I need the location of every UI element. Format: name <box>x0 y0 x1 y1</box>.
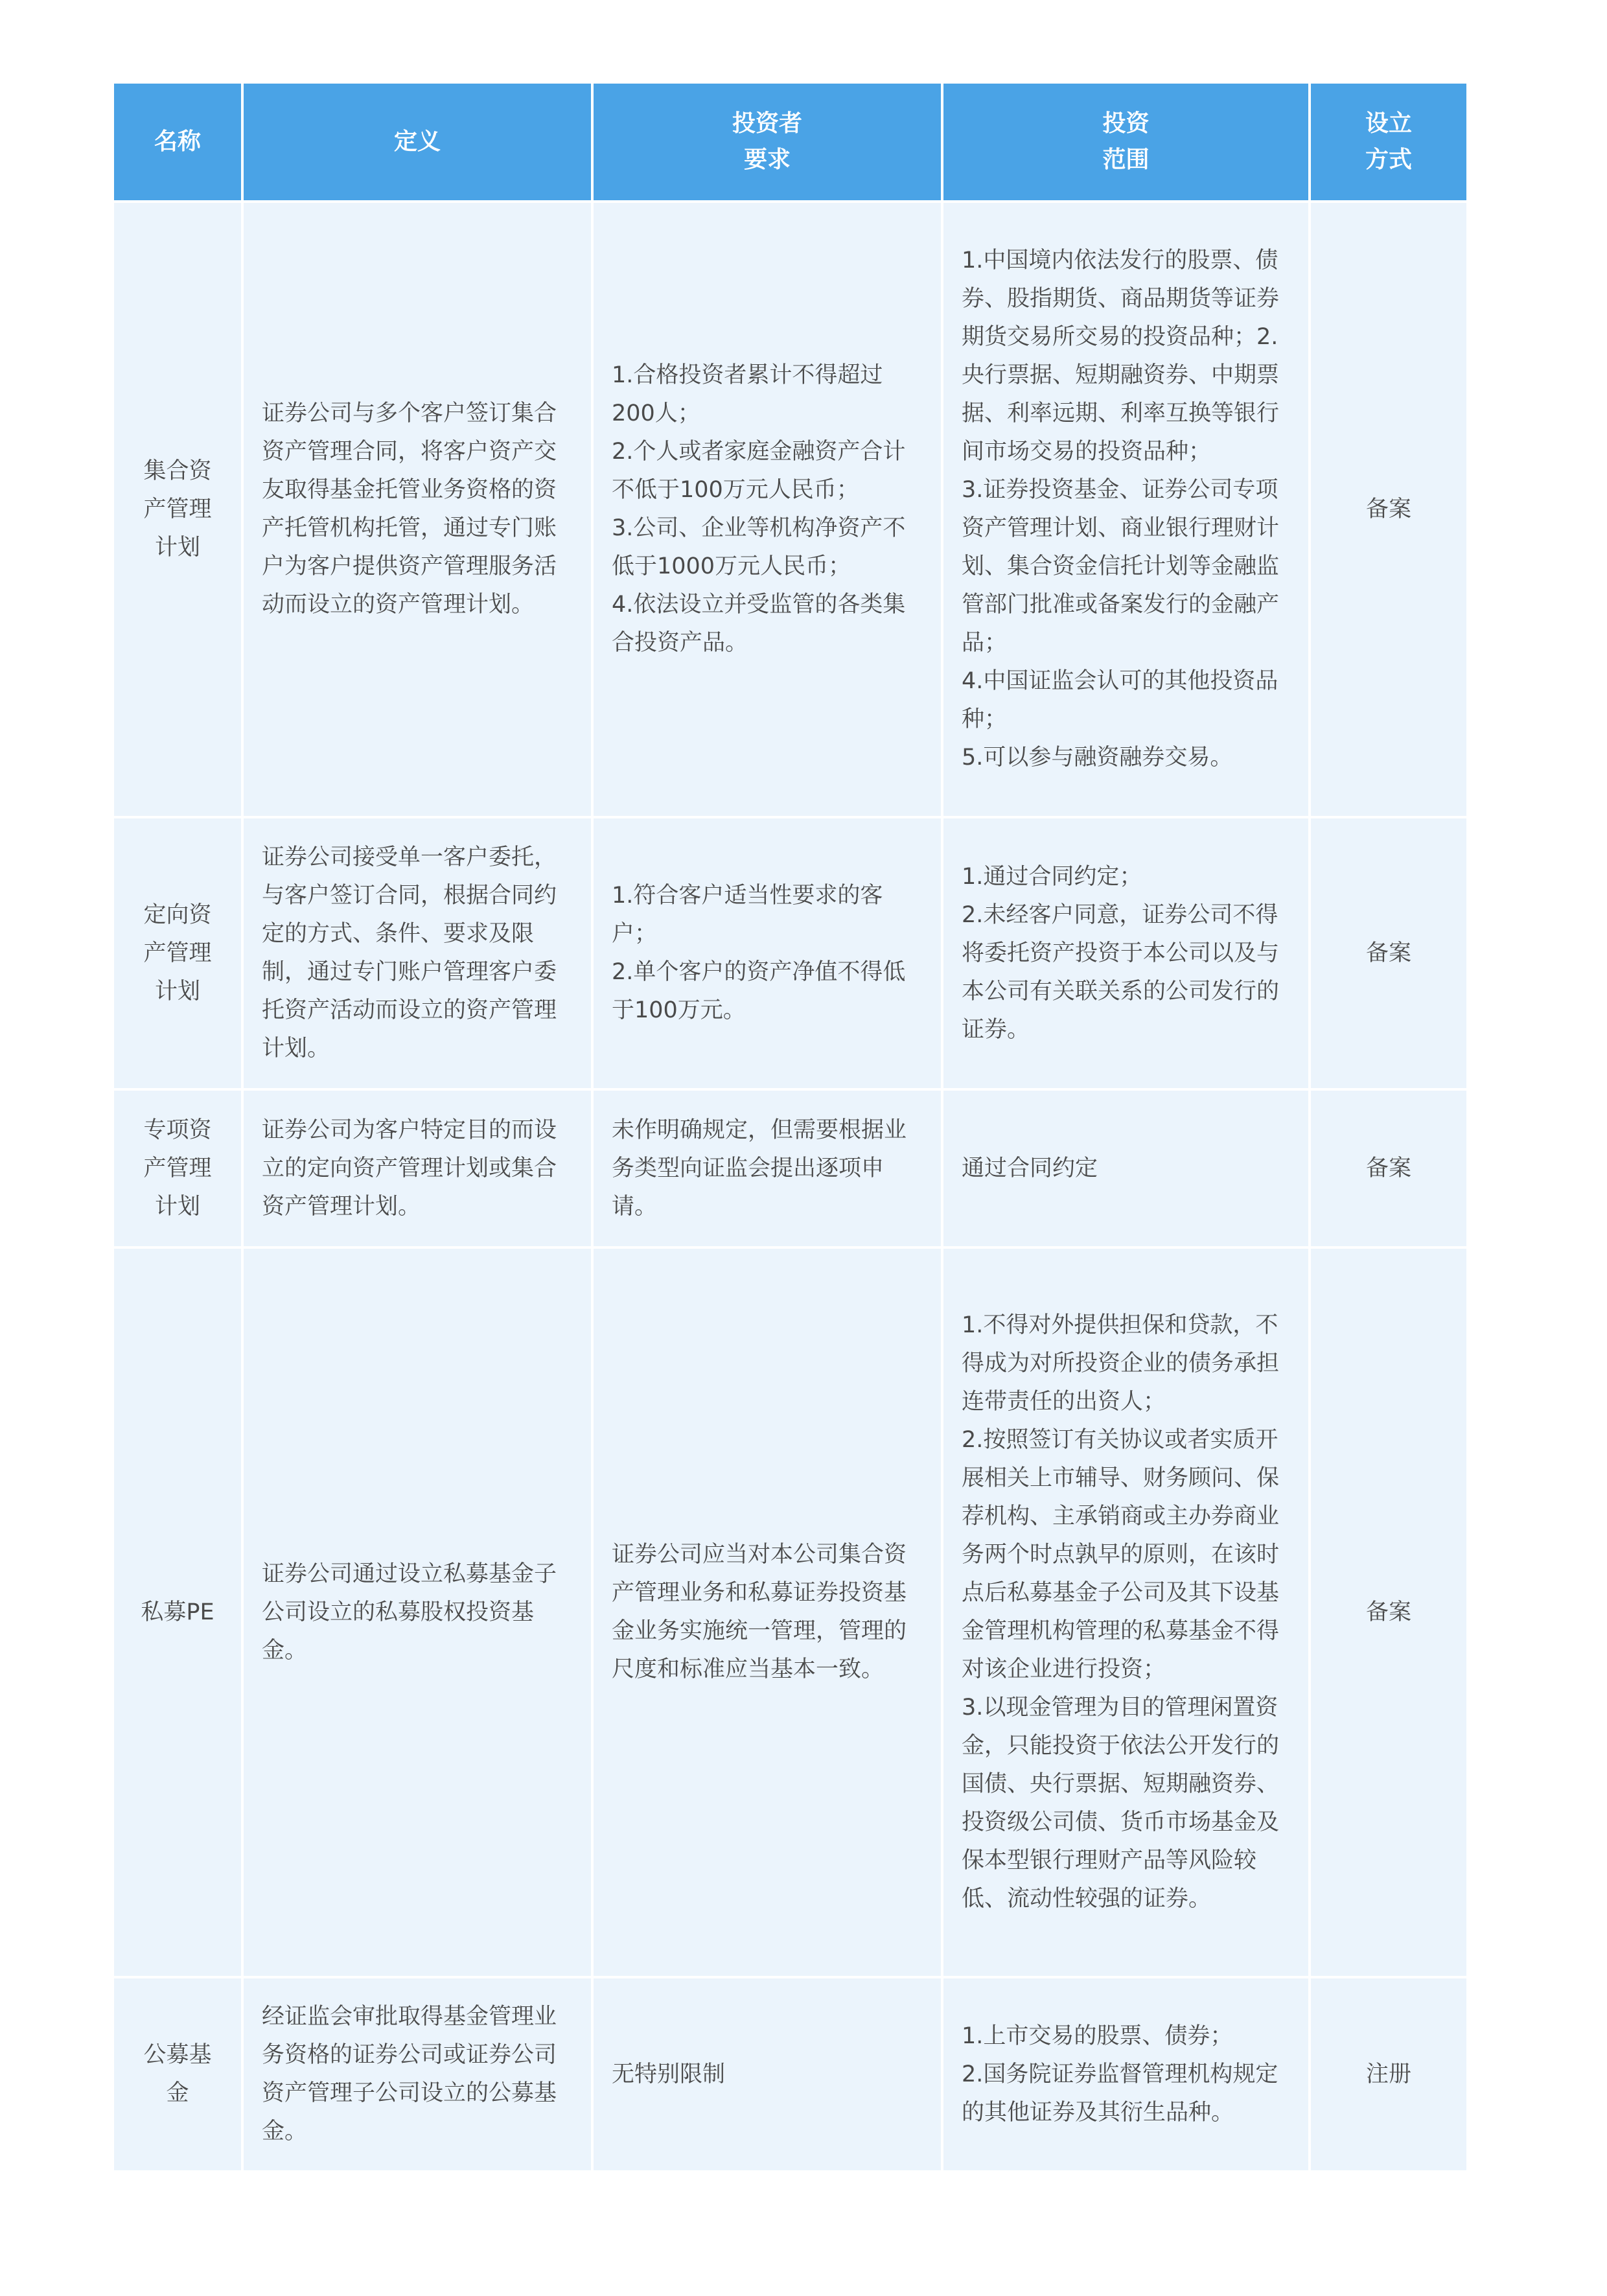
cell-name: 公募基 金 <box>114 1976 244 2170</box>
cell-setup-method: 备案 <box>1311 1246 1466 1976</box>
cell-investment-scope: 1.中国境内依法发行的股票、债券、股指期货、商品期货等证券期货交易所交易的投资品种；2.央行票据、短期融资券、中期票据、利率远期、利率互换等银行间市场交易的投资品种； 3.证券投资基金、证券公司专项资产管理计划、商业银行理财计划、集合资金信托计划等金融监管部门批准或备案发行的金融产品； 4.中国证监会认可的其他投资品种； 5.可以参与融资融券交易。 <box>943 200 1311 816</box>
cell-setup-method: 备案 <box>1311 816 1466 1088</box>
header-name: 名称 <box>114 84 244 200</box>
cell-definition: 证券公司接受单一客户委托，与客户签订合同，根据合同约定的方式、条件、要求及限制，通过专门账户管理客户委托资产活动而设立的资产管理计划。 <box>244 816 594 1088</box>
header-investment-scope: 投资 范围 <box>943 84 1311 200</box>
table-row <box>114 1976 1466 2170</box>
cell-definition: 证券公司通过设立私募基金子公司设立的私募股权投资基金。 <box>244 1246 594 1976</box>
table-row <box>114 1246 1466 1976</box>
cell-investment-scope: 通过合同约定 <box>943 1088 1311 1246</box>
cell-name: 集合资 产管理 计划 <box>114 200 244 816</box>
cell-definition: 证券公司为客户特定目的而设立的定向资产管理计划或集合资产管理计划。 <box>244 1088 594 1246</box>
table-row <box>114 200 1466 816</box>
cell-investor-requirements: 无特别限制 <box>594 1976 943 2170</box>
table-row <box>114 816 1466 1088</box>
table-row <box>114 1088 1466 1246</box>
cell-name: 定向资 产管理 计划 <box>114 816 244 1088</box>
cell-investment-scope: 1.上市交易的股票、债券； 2.国务院证券监督管理机构规定的其他证券及其衍生品种。 <box>943 1976 1311 2170</box>
cell-setup-method: 备案 <box>1311 1088 1466 1246</box>
header-setup-method: 设立 方式 <box>1311 84 1466 200</box>
cell-investor-requirements: 未作明确规定，但需要根据业务类型向证监会提出逐项申请。 <box>594 1088 943 1246</box>
cell-investment-scope: 1.不得对外提供担保和贷款，不得成为对所投资企业的债务承担连带责任的出资人； 2.按照签订有关协议或者实质开展相关上市辅导、财务顾问、保荐机构、主承销商或主办券商业务两个时点孰早的原则，在该时点后私募基金子公司及其下设基金管理机构管理的私募基金不得对该企业进行投资； 3.以现金管理为目的管理闲置资金，只能投资于依法公开发行的国债、央行票据、短期融资券、投资级公司债、货币市场基金及保本型银行理财产品等风险较低、流动性较强的证券。 <box>943 1246 1311 1976</box>
cell-investment-scope: 1.通过合同约定； 2.未经客户同意，证券公司不得将委托资产投资于本公司以及与本公司有关联关系的公司发行的证券。 <box>943 816 1311 1088</box>
cell-investor-requirements: 证券公司应当对本公司集合资产管理业务和私募证券投资基金业务实施统一管理，管理的尺度和标准应当基本一致。 <box>594 1246 943 1976</box>
cell-investor-requirements: 1.合格投资者累计不得超过200人； 2.个人或者家庭金融资产合计不低于100万元人民币； 3.公司、企业等机构净资产不低于1000万元人民币； 4.依法设立并受监管的各类集合投资产品。 <box>594 200 943 816</box>
cell-name: 私募PE <box>114 1246 244 1976</box>
header-definition: 定义 <box>244 84 594 200</box>
cell-setup-method: 注册 <box>1311 1976 1466 2170</box>
comparison-table <box>114 84 1466 2170</box>
cell-investor-requirements: 1.符合客户适当性要求的客户； 2.单个客户的资产净值不得低于100万元。 <box>594 816 943 1088</box>
cell-definition: 经证监会审批取得基金管理业务资格的证券公司或证券公司资产管理子公司设立的公募基金。 <box>244 1976 594 2170</box>
cell-definition: 证券公司与多个客户签订集合资产管理合同，将客户资产交友取得基金托管业务资格的资产托管机构托管，通过专门账户为客户提供资产管理服务活动而设立的资产管理计划。 <box>244 200 594 816</box>
header-row <box>114 84 1466 200</box>
cell-name: 专项资 产管理 计划 <box>114 1088 244 1246</box>
cell-setup-method: 备案 <box>1311 200 1466 816</box>
header-investor-requirements: 投资者 要求 <box>594 84 943 200</box>
